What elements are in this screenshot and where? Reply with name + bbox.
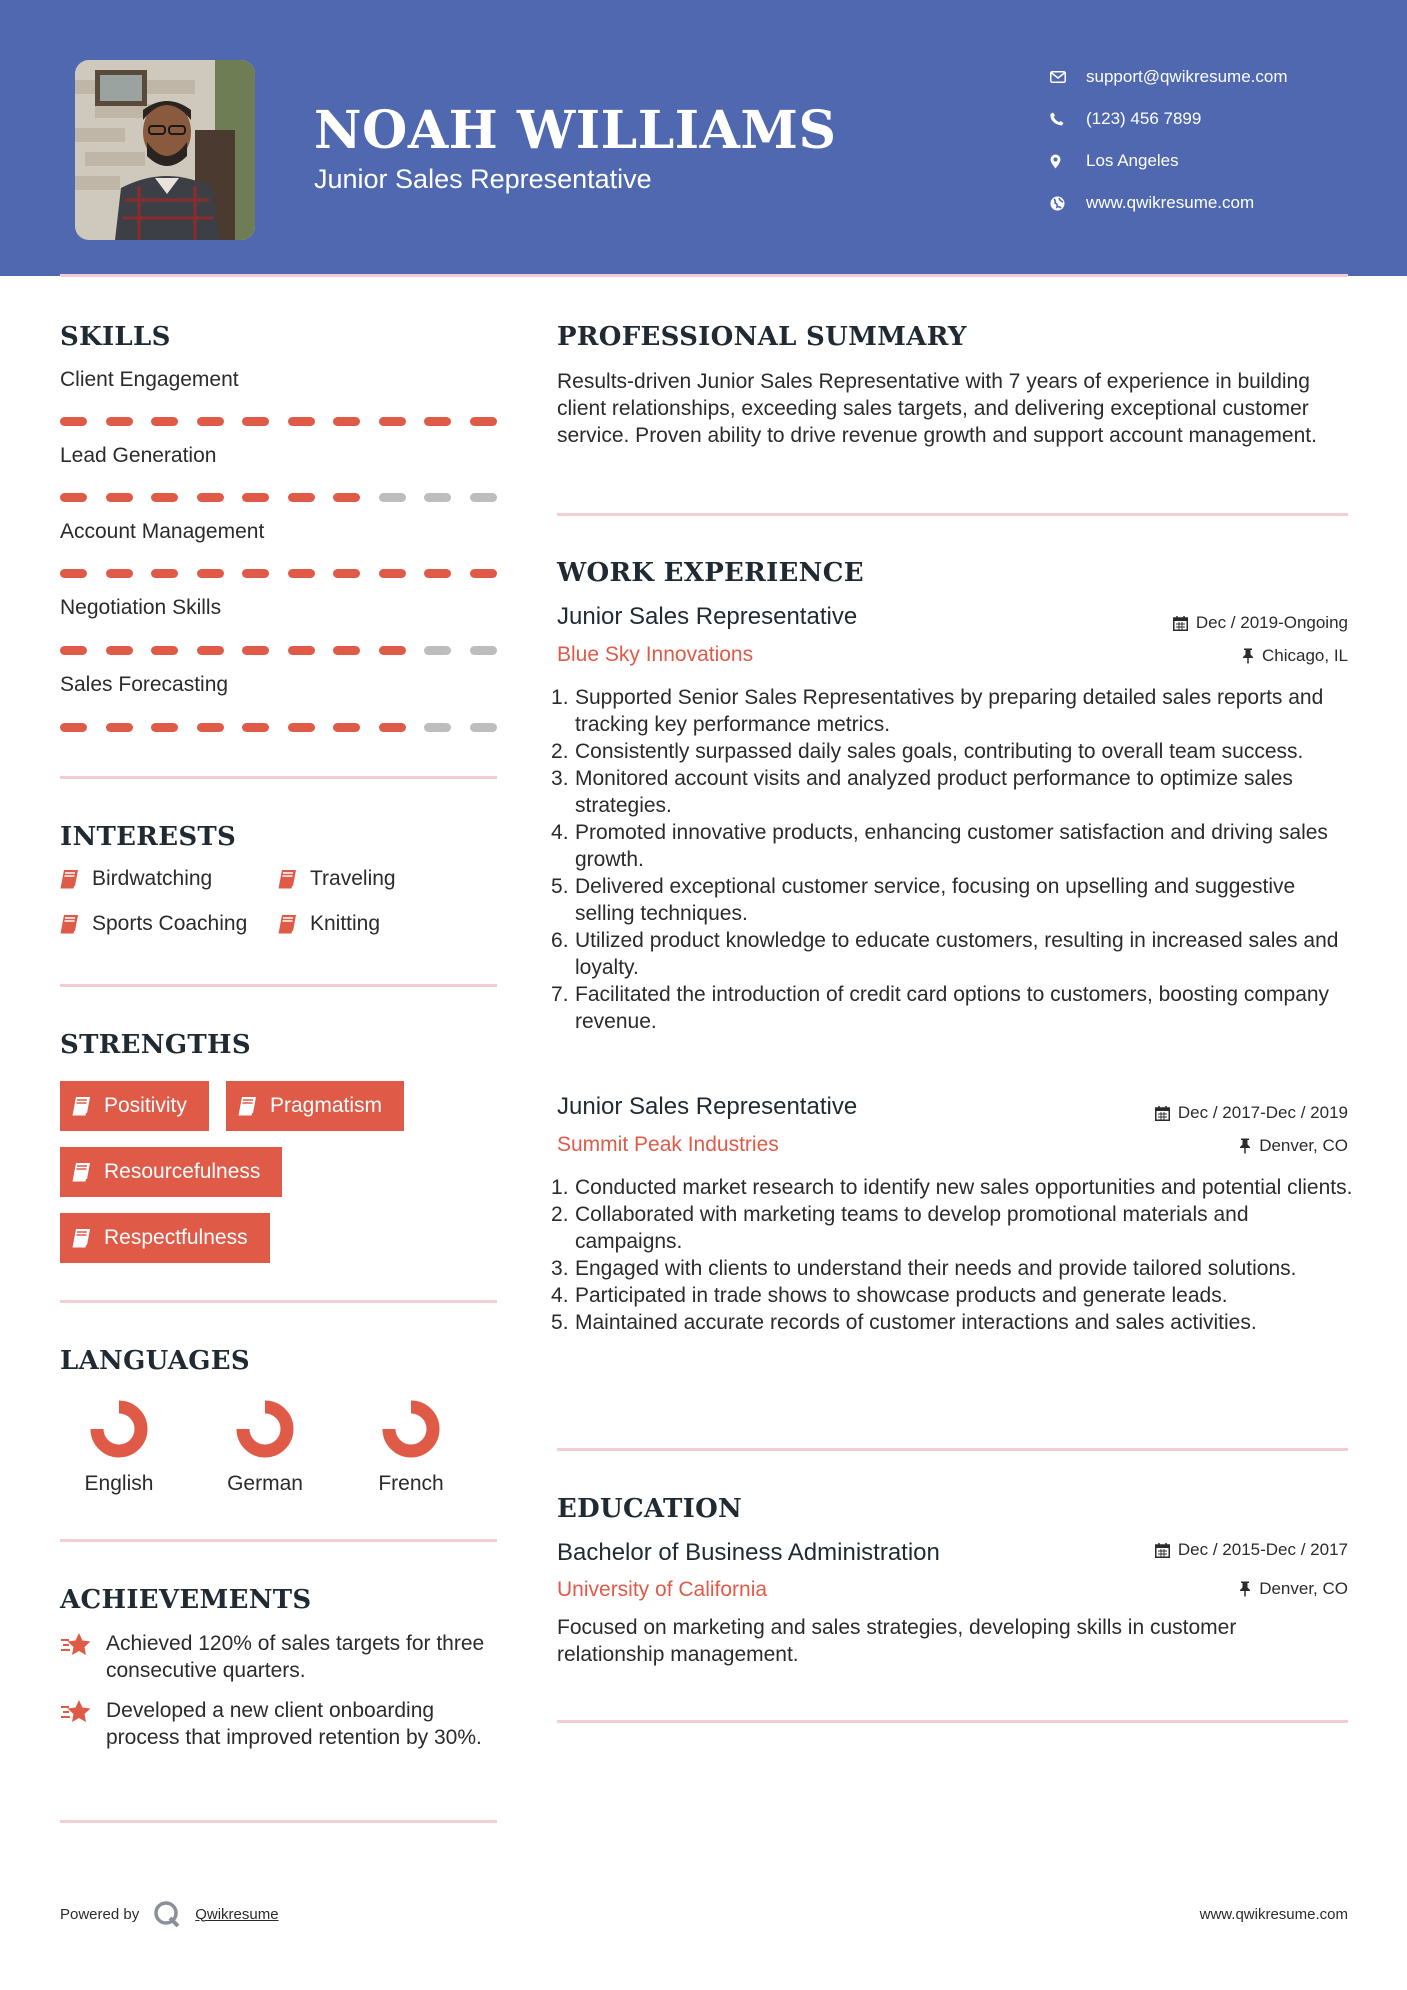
list-item: Utilized product knowledge to educate customers, resulting in increased sales and loyalty. — [575, 929, 1339, 979]
job-date: Dec / 2017-Dec / 2019 — [1155, 1103, 1348, 1123]
language-name: English — [84, 1472, 154, 1495]
book-icon — [60, 869, 80, 889]
skill-dot-filled — [197, 723, 224, 732]
skills-heading: SKILLS — [60, 322, 171, 352]
skill-rating — [60, 723, 497, 732]
skill-rating — [60, 646, 497, 655]
skill-dot-filled — [151, 417, 178, 426]
skill-dot-filled — [333, 646, 360, 655]
list-item: Promoted innovative products, enhancing customer satisfaction and driving sales growth. — [575, 821, 1328, 871]
summary-heading: PROFESSIONAL SUMMARY — [557, 322, 967, 352]
strength-tag: Pragmatism — [226, 1081, 404, 1131]
star-icon — [60, 1632, 92, 1658]
qwikresume-logo-icon — [153, 1900, 181, 1928]
language-item — [346, 1398, 476, 1496]
skill-rating — [60, 493, 497, 502]
language-name: German — [227, 1472, 303, 1495]
skill-dot-filled — [288, 646, 315, 655]
interest-item: Traveling — [278, 867, 396, 891]
skill-dot-filled — [106, 569, 133, 578]
skill-dot-filled — [379, 569, 406, 578]
list-item: Consistently surpassed daily sales goals, contributing to overall team success. — [575, 740, 1304, 763]
summary-text: Results-driven Junior Sales Representative with 7 years of experience in building client relationships, exceeding sales targets, and delivering exceptional customer service. Proven ability to drive revenue growth and support account management. — [557, 370, 1317, 447]
language-ring-arc — [97, 1407, 141, 1451]
skill-name: Sales Forecasting — [60, 673, 229, 696]
education-date: Dec / 2015-Dec / 2017 — [1155, 1540, 1348, 1560]
skill-dot-filled — [424, 569, 451, 578]
skill-dot-filled — [60, 569, 87, 578]
job-company: Blue Sky Innovations — [557, 643, 754, 666]
skill-dot-filled — [106, 493, 133, 502]
contact-phone-text: (123) 456 7899 — [1086, 109, 1202, 128]
skill-dot-filled — [242, 646, 269, 655]
skill-dot-filled — [60, 646, 87, 655]
skill-dot-empty — [424, 493, 451, 502]
language-name: French — [378, 1472, 444, 1495]
calendar-icon — [1173, 616, 1188, 631]
pushpin-icon — [1239, 1138, 1251, 1154]
skill-name: Account Management — [60, 520, 265, 543]
strength-tag: Positivity — [60, 1081, 209, 1131]
experience-heading: WORK EXPERIENCE — [557, 558, 864, 588]
languages-heading: LANGUAGES — [60, 1346, 250, 1376]
skill-dot-filled — [151, 723, 178, 732]
job-location: Denver, CO — [1239, 1136, 1348, 1156]
skill-dot-empty — [424, 646, 451, 655]
skill-dot-filled — [60, 723, 87, 732]
job-role: Junior Sales Representative — [557, 603, 858, 630]
job-location: Chicago, IL — [1242, 646, 1348, 666]
skill-dot-filled — [151, 569, 178, 578]
skill-dot-filled — [379, 646, 406, 655]
contact-email-text: support@qwikresume.com — [1086, 67, 1288, 86]
book-icon — [72, 1228, 92, 1248]
skill-dot-filled — [242, 417, 269, 426]
skill-dot-filled — [288, 723, 315, 732]
skill-dot-filled — [333, 723, 360, 732]
interests-heading: INTERESTS — [60, 822, 237, 852]
strengths-heading: STRENGTHS — [60, 1030, 251, 1060]
interest-item: Sports Coaching — [60, 912, 247, 936]
education-location: Denver, CO — [1239, 1579, 1348, 1599]
skill-dot-filled — [60, 417, 87, 426]
calendar-icon — [1155, 1543, 1170, 1558]
skill-dot-filled — [106, 417, 133, 426]
skill-dot-empty — [470, 646, 497, 655]
header-divider — [60, 274, 1348, 277]
skill-dot-filled — [333, 417, 360, 426]
qwikresume-link[interactable]: Qwikresume — [195, 1905, 279, 1923]
job-duties — [575, 684, 1355, 1035]
language-ring — [380, 1398, 442, 1460]
skill-dot-filled — [197, 417, 224, 426]
list-item: Engaged with clients to understand their needs and provide tailored solutions. — [575, 1257, 1297, 1280]
language-ring-arc — [243, 1407, 287, 1451]
job-role: Junior Sales Representative — [557, 1093, 858, 1120]
skill-dot-filled — [288, 493, 315, 502]
skill-rating — [60, 417, 497, 426]
strength-tag: Respectfulness — [60, 1213, 270, 1263]
location-pin-icon — [1050, 154, 1086, 169]
language-item — [54, 1398, 184, 1496]
skill-dot-filled — [151, 493, 178, 502]
skill-dot-filled — [106, 723, 133, 732]
list-item: Participated in trade shows to showcase products and generate leads. — [575, 1284, 1228, 1307]
contact-phone[interactable] — [1050, 98, 1288, 140]
interest-item: Knitting — [278, 912, 380, 936]
skill-name: Client Engagement — [60, 368, 239, 391]
skill-dot-empty — [470, 723, 497, 732]
section-divider — [60, 1820, 497, 1823]
book-icon — [72, 1096, 92, 1116]
list-item: Monitored account visits and analyzed product performance to optimize sales strategies. — [575, 767, 1293, 817]
book-icon — [278, 869, 298, 889]
skill-dot-filled — [424, 417, 451, 426]
list-item: Facilitated the introduction of credit card options to customers, boosting company revenue. — [575, 983, 1330, 1033]
skill-dot-filled — [379, 417, 406, 426]
skill-dot-filled — [379, 723, 406, 732]
list-item: Maintained accurate records of customer interactions and sales activities. — [575, 1311, 1257, 1334]
skill-dot-filled — [333, 493, 360, 502]
language-ring-arc — [389, 1407, 433, 1451]
skill-rating — [60, 569, 497, 578]
candidate-title: Junior Sales Representative — [314, 164, 652, 194]
skill-dot-filled — [288, 417, 315, 426]
contact-website[interactable] — [1050, 182, 1288, 224]
skill-dot-filled — [470, 569, 497, 578]
candidate-name: NOAH WILLIAMS — [314, 100, 837, 161]
job-company: Summit Peak Industries — [557, 1133, 779, 1156]
section-divider — [557, 1448, 1348, 1451]
job-date: Dec / 2019-Ongoing — [1173, 613, 1348, 633]
skill-dot-filled — [470, 417, 497, 426]
book-icon — [60, 914, 80, 934]
language-ring — [234, 1398, 296, 1460]
skill-dot-filled — [242, 723, 269, 732]
star-icon — [60, 1699, 92, 1725]
pushpin-icon — [1242, 648, 1254, 664]
section-divider — [557, 1720, 1348, 1723]
pushpin-icon — [1239, 1581, 1251, 1597]
section-divider — [60, 1539, 497, 1542]
skill-dot-filled — [197, 493, 224, 502]
envelope-icon — [1050, 71, 1086, 83]
skill-dot-filled — [242, 569, 269, 578]
skill-dot-empty — [424, 723, 451, 732]
book-icon — [278, 914, 298, 934]
contact-list — [1050, 56, 1288, 224]
list-item: Delivered exceptional customer service, focusing on upselling and suggestive selling techniques. — [575, 875, 1296, 925]
skill-dot-filled — [288, 569, 315, 578]
language-ring — [88, 1398, 150, 1460]
list-item: Supported Senior Sales Representatives by preparing detailed sales reports and tracking key performance metrics. — [575, 686, 1324, 736]
education-school: University of California — [557, 1578, 768, 1601]
section-divider — [60, 776, 497, 779]
contact-website-text: www.qwikresume.com — [1086, 193, 1255, 212]
skill-dot-filled — [106, 646, 133, 655]
skill-dot-filled — [197, 569, 224, 578]
contact-location-text: Los Angeles — [1086, 151, 1179, 170]
list-item: Collaborated with marketing teams to develop promotional materials and campaigns. — [575, 1203, 1249, 1253]
education-degree: Bachelor of Business Administration — [557, 1539, 940, 1566]
phone-icon — [1050, 112, 1086, 126]
section-divider — [557, 513, 1348, 516]
skill-name: Lead Generation — [60, 444, 217, 467]
contact-email[interactable] — [1050, 56, 1288, 98]
list-item: Conducted market research to identify new sales opportunities and potential clients. — [575, 1176, 1353, 1199]
achievements-heading: ACHIEVEMENTS — [60, 1585, 312, 1615]
skill-dot-filled — [151, 646, 178, 655]
book-icon — [238, 1096, 258, 1116]
skill-dot-empty — [470, 493, 497, 502]
skill-dot-filled — [197, 646, 224, 655]
calendar-icon — [1155, 1106, 1170, 1121]
footer-powered-by: Powered by Qwikresume — [60, 1900, 279, 1928]
skill-name: Negotiation Skills — [60, 596, 222, 619]
profile-photo — [75, 60, 255, 240]
language-item — [200, 1398, 330, 1496]
skill-dot-empty — [379, 493, 406, 502]
contact-location — [1050, 140, 1288, 182]
education-description: Focused on marketing and sales strategies, developing skills in customer relationship management. — [557, 1616, 1237, 1666]
globe-icon — [1050, 196, 1086, 211]
job-duties — [575, 1174, 1355, 1336]
skill-dot-filled — [333, 569, 360, 578]
interest-item: Birdwatching — [60, 867, 212, 891]
section-divider — [60, 984, 497, 987]
skill-dot-filled — [60, 493, 87, 502]
header-banner — [0, 0, 1407, 276]
achievement-item: Developed a new client onboarding process that improved retention by 30%. — [60, 1697, 500, 1751]
footer-website[interactable]: www.qwikresume.com — [1199, 1906, 1348, 1923]
section-divider — [60, 1300, 497, 1303]
book-icon — [72, 1162, 92, 1182]
strength-tag: Resourcefulness — [60, 1147, 282, 1197]
education-heading: EDUCATION — [557, 1494, 743, 1524]
skill-dot-filled — [242, 493, 269, 502]
achievement-item: Achieved 120% of sales targets for three consecutive quarters. — [60, 1630, 500, 1684]
